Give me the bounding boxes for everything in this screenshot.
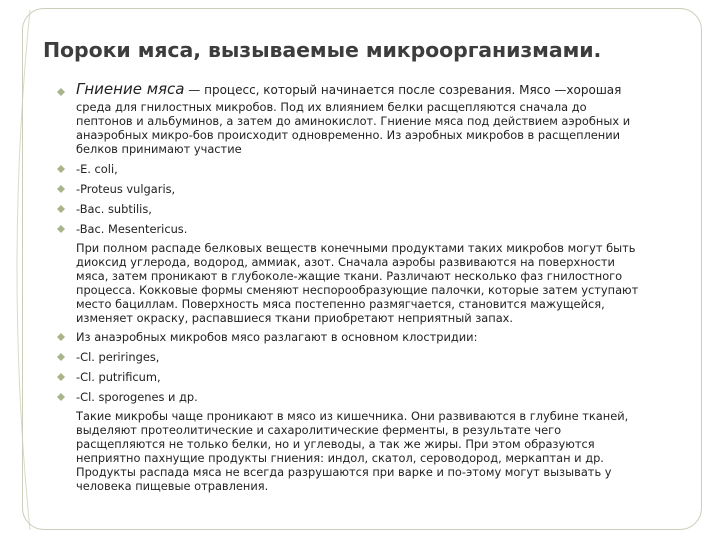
intro-line: анаэробных микро-бов происходит одновременно. Из аэробных микробов в расщеплении bbox=[76, 128, 621, 142]
list-item-aerobe: -Proteus vulgaris, bbox=[76, 181, 686, 197]
diamond-bullet-icon bbox=[57, 165, 65, 173]
list-item-intro bbox=[76, 80, 686, 156]
list-item-anaerobe: -Cl. periringes, bbox=[76, 349, 686, 365]
slide-title: Пороки мяса, вызываемые микроорганизмами. bbox=[43, 38, 602, 62]
diamond-bullet-icon bbox=[57, 185, 65, 193]
intro-line: среда для гнилостных микробов. Под их влиянием белки расщепляются сначала до bbox=[76, 100, 587, 114]
list-item-anaerobes-intro: Из анаэробных микробов мясо разлагают в основном клостридии: bbox=[76, 329, 686, 345]
diamond-bullet-icon bbox=[57, 393, 65, 401]
diamond-bullet-icon bbox=[57, 88, 65, 96]
paragraph-anaerobic-decay: Такие микробы чаще проникают в мясо из кишечника. Они развиваются в глубине тканей, выделяют протеолитические и сахаролитические ферменты, в результате чего расщепляются не только белки, но и углеводы, а так же жиры. При этом образуются неприятно пахнущие продукты гниения: индол, скатол, сероводород, меркаптан и др. Продукты распада мяса не всегда разрушаются при варке и по-этому могут вызывать у человека пищевые отравления. bbox=[76, 409, 629, 493]
list-item-anaerobe: -Cl. putrificum, bbox=[76, 369, 686, 385]
list-item-anaerobe: -Cl. sporogenes и др. bbox=[76, 389, 686, 405]
slide-content bbox=[76, 80, 686, 493]
diamond-bullet-icon bbox=[57, 333, 65, 341]
list-item-aerobe: -E. coli, bbox=[76, 161, 686, 177]
diamond-bullet-icon bbox=[57, 225, 65, 233]
diamond-bullet-icon bbox=[57, 373, 65, 381]
intro-line: пептонов и альбуминов, а затем до аминокислот. Гниение мяса под действием аэробных и bbox=[76, 114, 631, 128]
diamond-bullet-icon bbox=[57, 205, 65, 213]
term-rotting: Гниение мяса bbox=[76, 80, 185, 98]
list-item-aerobe: -Bac. Mesentericus. bbox=[76, 221, 686, 237]
list-item-aerobe: -Bac. subtilis, bbox=[76, 201, 686, 217]
diamond-bullet-icon bbox=[57, 353, 65, 361]
paragraph-aerobic-decay: При полном распаде белковых веществ конечными продуктами таких микробов могут быть диоксид углерода, водород, аммиак, азот. Сначала аэробы развиваются на поверхности мяса, затем проникают в глубоколе-жащие ткани. Различают несколько фаз гнилостного процесса. Кокковые формы сменяют неспорообразующие палочки, которые затем уступают место бациллам. Поверхность мяса постепенно размягчается, становится мажущейся, изменяет окраску, распавшиеся ткани приобретают неприятный запах. bbox=[76, 241, 639, 325]
intro-line: белков принимают участие bbox=[76, 142, 242, 156]
intro-first-line: — процесс, который начинается после созревания. Мясо —хорошая bbox=[184, 83, 622, 97]
